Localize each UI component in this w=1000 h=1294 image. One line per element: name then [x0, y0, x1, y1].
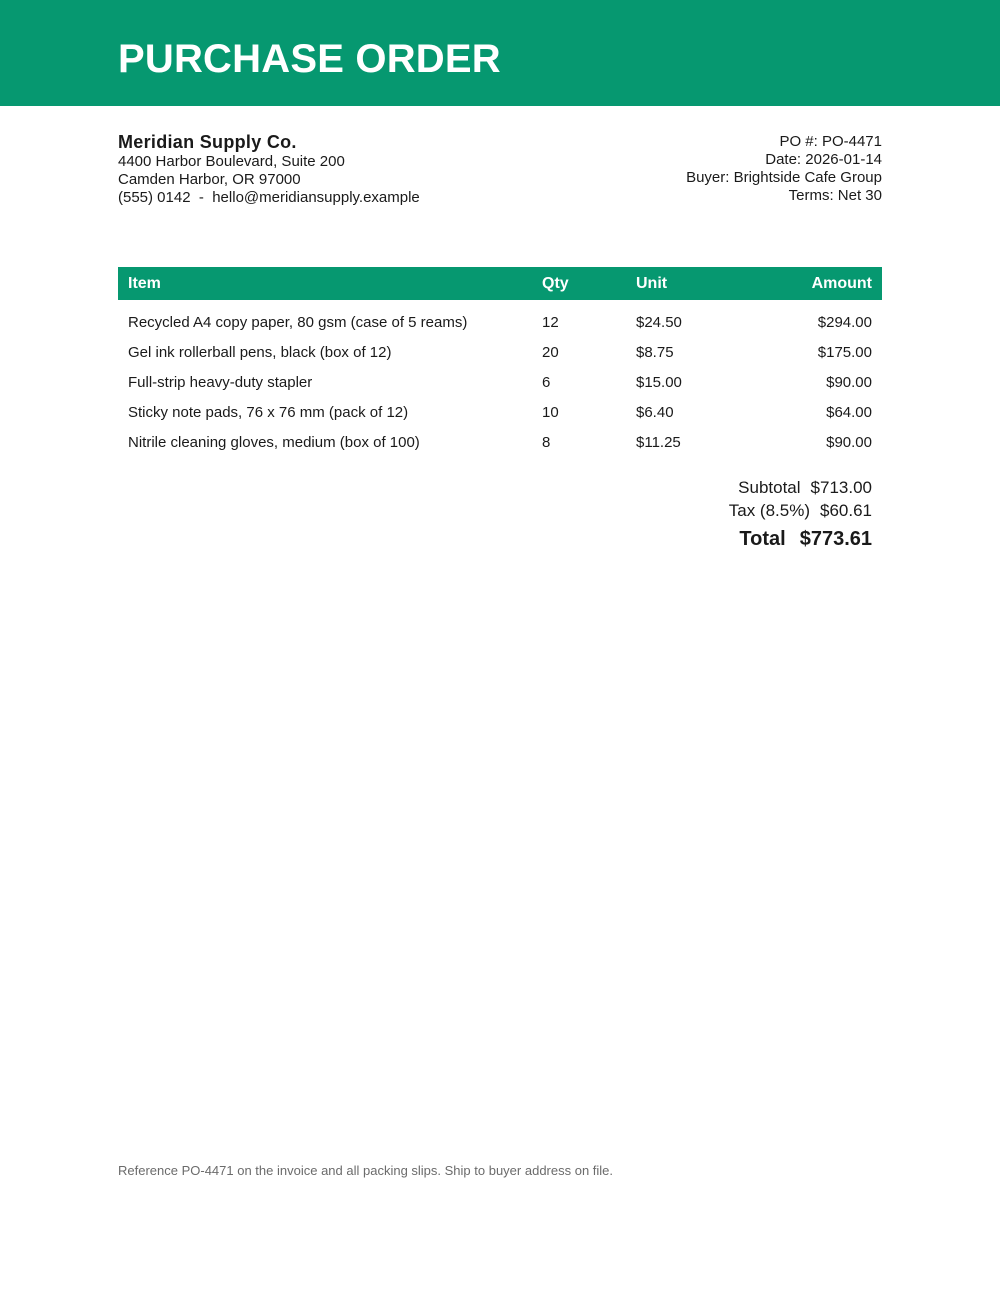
cell-qty: 10 [542, 404, 559, 421]
cell-amount: $64.00 [826, 404, 872, 421]
cell-qty: 20 [542, 344, 559, 361]
cell-qty: 12 [542, 314, 559, 331]
column-header-unit: Unit [636, 274, 668, 292]
cell-unit: $8.75 [636, 344, 674, 361]
cell-item: Sticky note pads, 76 x 76 mm (pack of 12) [128, 404, 409, 421]
total-value: $773.61 [799, 528, 872, 550]
cell-unit: $24.50 [636, 314, 682, 331]
vendor-address-line2: Camden Harbor, OR 97000 [118, 171, 301, 188]
subtotal-label: Subtotal [738, 478, 801, 497]
vendor-contact: (555) 0142 - hello@meridiansupply.example [118, 189, 420, 206]
cell-item: Recycled A4 copy paper, 80 gsm (case of 5 reams) [128, 314, 468, 331]
table-row [118, 300, 882, 338]
tax-row [572, 499, 872, 522]
table-row [118, 368, 882, 398]
header-banner [0, 0, 1000, 106]
cell-item: Gel ink rollerball pens, black (box of 12) [128, 344, 392, 361]
po-buyer: Buyer: Brightside Cafe Group [686, 169, 882, 186]
cell-amount: $90.00 [826, 434, 872, 451]
cell-amount: $175.00 [817, 344, 872, 361]
table-header [118, 267, 882, 300]
po-terms: Terms: Net 30 [788, 187, 882, 204]
cell-item: Full-strip heavy-duty stapler [128, 374, 313, 391]
po-date: Date: 2026-01-14 [765, 151, 882, 168]
table-row [118, 428, 882, 458]
cell-qty: 8 [542, 434, 551, 451]
tax-value: $60.61 [820, 501, 872, 520]
footer-note: Reference PO-4471 on the invoice and all packing slips. Ship to buyer address on file. [118, 1163, 614, 1178]
table-row [118, 398, 882, 428]
column-header-item: Item [128, 274, 161, 292]
cell-unit: $6.40 [636, 404, 674, 421]
line-items-table [118, 267, 882, 458]
document-title: PURCHASE ORDER [118, 37, 501, 81]
vendor-address-line1: 4400 Harbor Boulevard, Suite 200 [118, 153, 345, 170]
po-meta-block [522, 133, 882, 205]
vendor-block [118, 131, 538, 207]
cell-amount: $294.00 [817, 314, 872, 331]
subtotal-row [572, 476, 872, 499]
column-header-qty: Qty [542, 274, 569, 292]
cell-item: Nitrile cleaning gloves, medium (box of 100) [128, 434, 420, 451]
cell-unit: $11.25 [636, 434, 681, 451]
total-row [572, 527, 872, 551]
tax-label: Tax (8.5%) [728, 501, 810, 520]
subtotal-value: $713.00 [810, 478, 872, 497]
po-number: PO #: PO-4471 [779, 133, 882, 150]
cell-unit: $15.00 [636, 374, 682, 391]
column-header-amount: Amount [811, 274, 872, 292]
table-header-row [118, 267, 882, 300]
cell-amount: $90.00 [826, 374, 872, 391]
table-row [118, 338, 882, 368]
total-label: Total [739, 528, 786, 550]
totals-block [572, 476, 872, 551]
vendor-name: Meridian Supply Co. [118, 132, 297, 152]
cell-qty: 6 [542, 374, 551, 391]
